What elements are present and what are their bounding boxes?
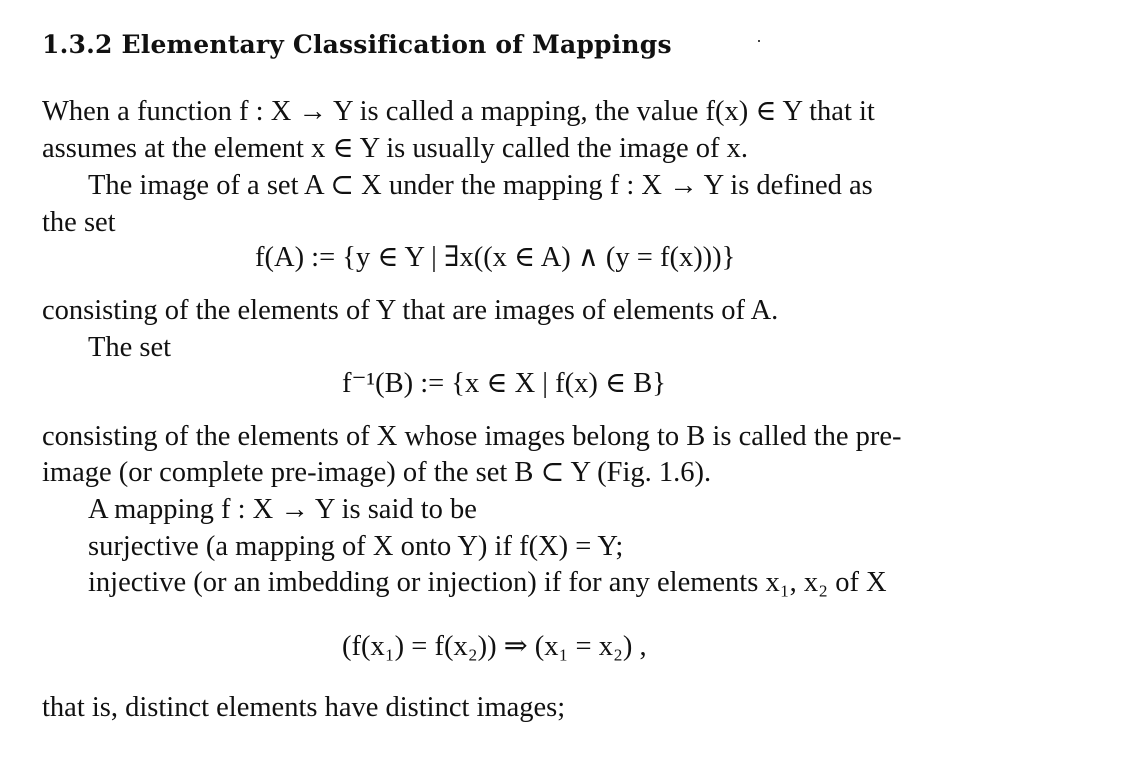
- paragraph-line-7: consisting of the elements of X whose images belong to B is called the pre-: [42, 421, 902, 452]
- section-title: Elementary Classification of Mappings: [121, 30, 672, 59]
- paragraph-line-1: When a function f : X → Y is called a mapping, the value f(x) ∈ Y that it: [42, 96, 875, 127]
- scan-speck: [758, 40, 760, 42]
- paragraph-line-10: that is, distinct elements have distinct images;: [42, 692, 566, 723]
- definition-surjective: surjective (a mapping of X onto Y) if f(X) = Y;: [88, 531, 624, 562]
- equation-injectivity: (f(x₁) = f(x₂)) ⇒ (x₁ = x₂) ,: [342, 631, 647, 662]
- paragraph-line-4: the set: [42, 207, 116, 238]
- section-number: 1.3.2: [42, 30, 113, 59]
- definition-injective: injective (or an imbedding or injection) if for any elements x₁, x₂ of X: [88, 567, 887, 598]
- equation-preimage-set: f⁻¹(B) := {x ∈ X | f(x) ∈ B}: [342, 368, 666, 399]
- paragraph-line-6: The set: [88, 332, 172, 363]
- paragraph-line-8: image (or complete pre-image) of the set B ⊂ Y (Fig. 1.6).: [42, 457, 712, 488]
- paragraph-line-2: assumes at the element x ∈ Y is usually called the image of x.: [42, 133, 748, 164]
- section-heading: [42, 30, 672, 59]
- equation-image-set: f(A) := {y ∈ Y | ∃x((x ∈ A) ∧ (y = f(x)))}: [255, 242, 736, 273]
- paragraph-line-5: consisting of the elements of Y that are images of elements of A.: [42, 295, 779, 326]
- paragraph-line-9: A mapping f : X → Y is said to be: [88, 494, 477, 525]
- paragraph-line-3: The image of a set A ⊂ X under the mapping f : X → Y is defined as: [88, 170, 873, 201]
